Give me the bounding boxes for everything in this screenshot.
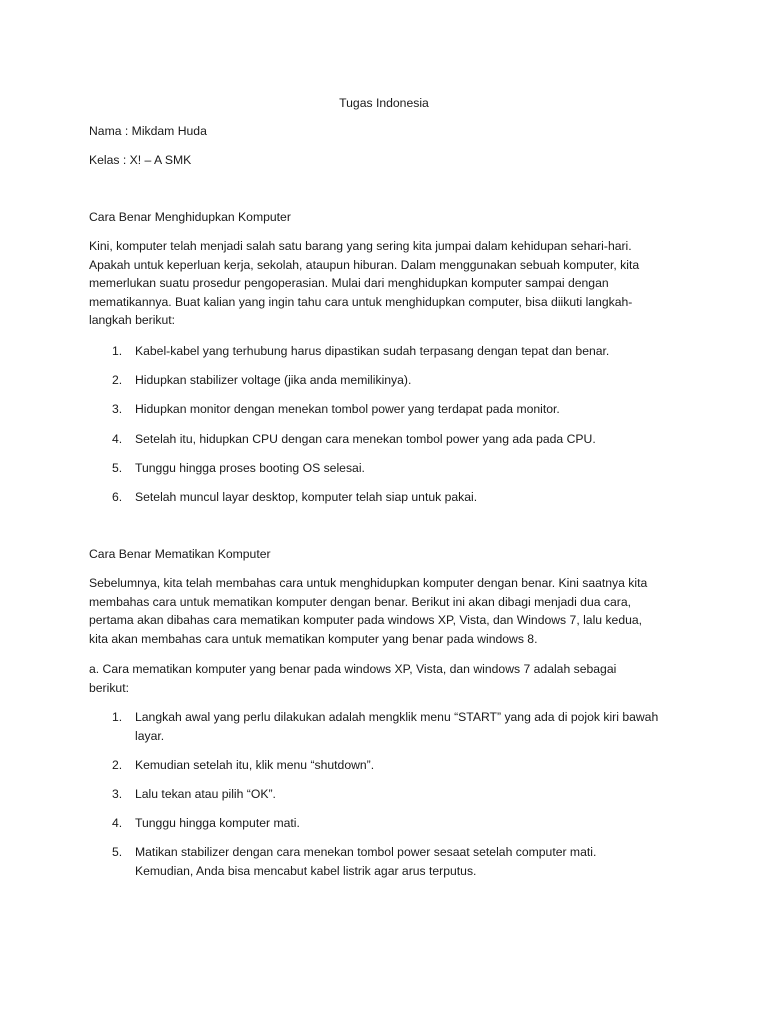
section1-intro-line: memerlukan suatu prosedur pengoperasian. Mulai dari menghidupkan komputer sampai dengan (89, 276, 609, 291)
list-item-line: layar. (135, 728, 165, 743)
list-item-number: 6. (112, 490, 123, 504)
list-item-text: Setelah itu, hidupkan CPU dengan cara menekan tombol power yang ada pada CPU. (135, 432, 596, 446)
document-title: Tugas Indonesia (339, 96, 429, 110)
section2-heading: Cara Benar Mematikan Komputer (89, 547, 271, 561)
list-item-line: Langkah awal yang perlu dilakukan adalah mengklik menu “START” yang ada di pojok kiri bawah (135, 710, 659, 724)
section2-intro (89, 574, 689, 648)
section1-intro (89, 237, 689, 330)
list-item-number: 1. (112, 710, 123, 724)
section2-intro-line: Sebelumnya, kita telah membahas cara untuk menghidupkan komputer dengan benar. Kini saatnya kita (89, 576, 648, 590)
list-item-number: 5. (112, 461, 123, 475)
section2-intro-line: membahas cara untuk mematikan komputer dengan benar. Berikut ini akan dibagi menjadi dua cara, (89, 594, 631, 609)
section2-intro-line: kita akan membahas cara untuk mematikan komputer yang benar pada windows 8. (89, 631, 538, 646)
section1-intro-line: langkah berikut: (89, 313, 176, 328)
list-item-text: Kemudian setelah itu, klik menu “shutdown”. (135, 758, 375, 772)
section2-intro-line: pertama akan dibahas cara mematikan komputer pada windows XP, Vista, dan Windows 7, lalu kedua, (89, 613, 643, 628)
list-item-text: Tunggu hingga proses booting OS selesai. (135, 461, 365, 475)
section2-subheading-line: berikut: (89, 680, 129, 695)
list-item-number: 3. (112, 787, 123, 801)
list-item-text: Setelah muncul layar desktop, komputer telah siap untuk pakai. (135, 490, 478, 504)
list-item-line: Kemudian, Anda bisa mencabut kabel listrik agar arus terputus. (135, 863, 477, 878)
list-item-number: 1. (112, 344, 123, 358)
list-item-text: Lalu tekan atau pilih “OK”. (135, 787, 276, 801)
list-item-text: Hidupkan monitor dengan menekan tombol power yang terdapat pada monitor. (135, 402, 560, 416)
section2-subheading (89, 660, 689, 697)
list-item-number: 4. (112, 432, 123, 446)
list-item-number: 2. (112, 373, 123, 387)
list-item-line: Matikan stabilizer dengan cara menekan tombol power sesaat setelah computer mati. (135, 845, 597, 859)
class-line: Kelas : X! – A SMK (89, 153, 192, 167)
list-item-text (135, 708, 685, 745)
list-item-text: Tunggu hingga komputer mati. (135, 816, 300, 830)
section2-subheading-line: a. Cara mematikan komputer yang benar pada windows XP, Vista, dan windows 7 adalah sebagai (89, 662, 617, 676)
section1-intro-line: mematikannya. Buat kalian yang ingin tahu cara untuk menghidupkan computer, bisa diikuti langkah- (89, 294, 633, 309)
name-line: Nama : Mikdam Huda (89, 124, 207, 138)
section1-intro-line: Kini, komputer telah menjadi salah satu barang yang sering kita jumpai dalam kehidupan sehari-hari. (89, 239, 632, 253)
list-item-number: 4. (112, 816, 123, 830)
list-item-number: 3. (112, 402, 123, 416)
list-item-number: 2. (112, 758, 123, 772)
list-item-text (135, 843, 685, 880)
list-item-number: 5. (112, 845, 123, 859)
section1-intro-line: Apakah untuk keperluan kerja, sekolah, ataupun hiburan. Dalam menggunakan sebuah komputer, kita (89, 257, 640, 272)
list-item-text: Hidupkan stabilizer voltage (jika anda memilikinya). (135, 373, 412, 387)
section1-heading: Cara Benar Menghidupkan Komputer (89, 210, 291, 224)
list-item-text: Kabel-kabel yang terhubung harus dipastikan sudah terpasang dengan tepat dan benar. (135, 344, 610, 358)
